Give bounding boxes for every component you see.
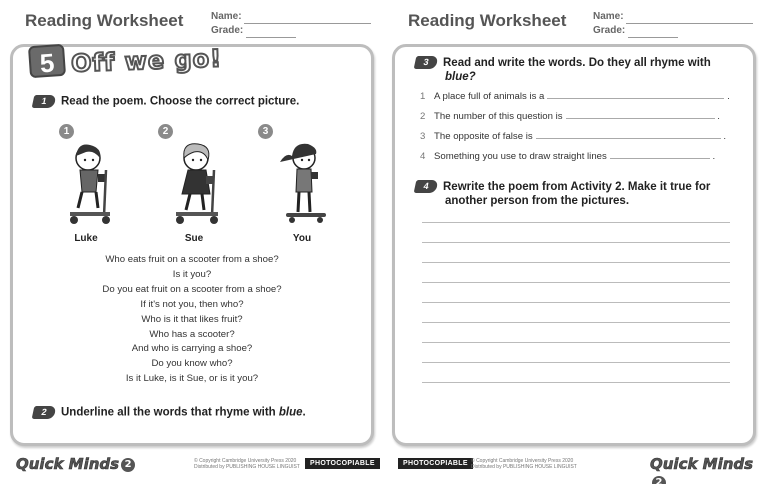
- boy-scooter-picture[interactable]: [58, 140, 124, 228]
- name-field[interactable]: [211, 10, 371, 24]
- writing-line[interactable]: [422, 282, 730, 283]
- poem-line: Who is it that likes fruit?: [141, 313, 243, 325]
- copyright-notice: [194, 458, 300, 470]
- activity-2-instruction: [33, 406, 306, 419]
- activity-1-text: Read the poem. Choose the correct picture.: [61, 95, 300, 108]
- activity-4-instruction: [415, 180, 710, 208]
- copyright-notice: [471, 458, 577, 470]
- question-period: .: [717, 111, 720, 122]
- writing-line[interactable]: [422, 222, 730, 223]
- rhyme-word: blue?: [445, 71, 476, 83]
- poem-line: And who is carrying a shoe?: [131, 343, 253, 355]
- activity-number-badge: 2: [32, 406, 57, 419]
- poem-line: Do you know who?: [151, 358, 233, 370]
- writing-line[interactable]: [422, 242, 730, 243]
- photocopiable-label: PHOTOCOPIABLE: [398, 458, 473, 469]
- picture-number-1: 1: [59, 124, 74, 139]
- answer-blank[interactable]: [547, 90, 724, 99]
- activity-number-badge: 1: [32, 95, 57, 108]
- poem-line: Who eats fruit on a scooter from a shoe?: [105, 254, 279, 265]
- question-text: The opposite of false is: [434, 131, 533, 142]
- grade-label: Grade:: [211, 25, 244, 36]
- writing-line[interactable]: [422, 302, 730, 303]
- activity-4-text: Rewrite the poem from Activity 2. Make it true for: [443, 181, 711, 193]
- poem: [0, 253, 384, 387]
- grade-field[interactable]: [211, 24, 371, 38]
- question-text: The number of this question is: [434, 111, 563, 122]
- question-row: [420, 110, 720, 122]
- quick-minds-logo: [16, 455, 135, 473]
- picture-name-sue: Sue: [184, 233, 204, 244]
- grade-field[interactable]: [593, 24, 753, 38]
- poem-line: Do you eat fruit on a scooter from a shoe?: [102, 283, 282, 295]
- logo-text: Quick Minds: [16, 455, 120, 473]
- you-skateboard-picture[interactable]: [272, 140, 334, 228]
- picture-name-you: You: [292, 233, 312, 244]
- picture-name-luke: Luke: [74, 233, 98, 244]
- quick-minds-logo: [650, 455, 768, 484]
- unit-title: Off we go!: [70, 44, 223, 78]
- copyright-line: © Copyright Cambridge University Press 2020: [194, 458, 297, 464]
- right-content-frame: [392, 44, 756, 446]
- question-row: [420, 130, 726, 142]
- writing-line[interactable]: [422, 362, 730, 363]
- poem-line: If it's not you, then who?: [140, 298, 244, 310]
- name-field[interactable]: [593, 10, 753, 24]
- rhyme-word: blue: [278, 406, 303, 419]
- poem-line: Is it you?: [172, 268, 212, 280]
- question-period: .: [727, 91, 730, 102]
- question-row: [420, 150, 715, 162]
- name-line: [626, 14, 753, 24]
- name-label: Name:: [593, 11, 624, 22]
- grade-label: Grade:: [593, 25, 626, 36]
- activity-3-text: Read and write the words. Do they all rhyme with: [443, 57, 711, 69]
- activity-3-instruction: [415, 56, 711, 84]
- activity-2-text: Underline all the words that rhyme with: [61, 406, 279, 419]
- logo-level-badge: 2: [121, 458, 135, 472]
- question-period: .: [723, 131, 727, 142]
- name-line: [244, 14, 371, 24]
- logo-level-badge: 2: [652, 476, 666, 484]
- answer-blank[interactable]: [610, 150, 710, 159]
- writing-line[interactable]: [422, 262, 730, 263]
- picture-number-2: 2: [158, 124, 173, 139]
- question-text: Something you use to draw straight lines: [434, 151, 607, 162]
- answer-blank[interactable]: [566, 110, 715, 119]
- poem-line: Is it Luke, is it Sue, or is it you?: [125, 373, 259, 385]
- activity-number-badge: 3: [414, 56, 439, 69]
- question-number: 1: [420, 91, 426, 102]
- activity-1-instruction: [33, 95, 299, 108]
- question-row: [420, 90, 730, 102]
- name-label: Name:: [211, 11, 242, 22]
- grade-line: [628, 28, 678, 38]
- page-title: Reading Worksheet: [25, 11, 184, 30]
- unit-number-badge: 5: [28, 44, 66, 78]
- activity-number-badge: 4: [414, 180, 439, 193]
- copyright-line: © Copyright Cambridge University Press 2020: [471, 458, 574, 464]
- writing-line[interactable]: [422, 382, 730, 383]
- girl-scooter-picture[interactable]: [164, 140, 230, 228]
- picture-number-3: 3: [258, 124, 273, 139]
- writing-line[interactable]: [422, 322, 730, 323]
- student-fields: [593, 10, 753, 38]
- copyright-line: Distributed by PUBLISHING HOUSE LINGUIST: [471, 464, 577, 470]
- activity-2-period: .: [302, 406, 306, 419]
- question-number: 4: [420, 151, 426, 162]
- question-period: .: [712, 151, 716, 162]
- page-title: Reading Worksheet: [408, 11, 567, 30]
- question-text: A place full of animals is a: [434, 91, 545, 102]
- activity-4-text-cont: another person from the pictures.: [445, 195, 630, 207]
- writing-line[interactable]: [422, 342, 730, 343]
- grade-line: [246, 28, 296, 38]
- poem-line: Who has a scooter?: [149, 328, 235, 340]
- copyright-line: Distributed by PUBLISHING HOUSE LINGUIST: [194, 464, 300, 470]
- question-number: 2: [420, 111, 426, 122]
- photocopiable-label: PHOTOCOPIABLE: [305, 458, 380, 469]
- question-number: 3: [420, 131, 426, 142]
- logo-text: Quick Minds: [650, 455, 754, 473]
- answer-blank[interactable]: [536, 130, 721, 139]
- student-fields: [211, 10, 371, 38]
